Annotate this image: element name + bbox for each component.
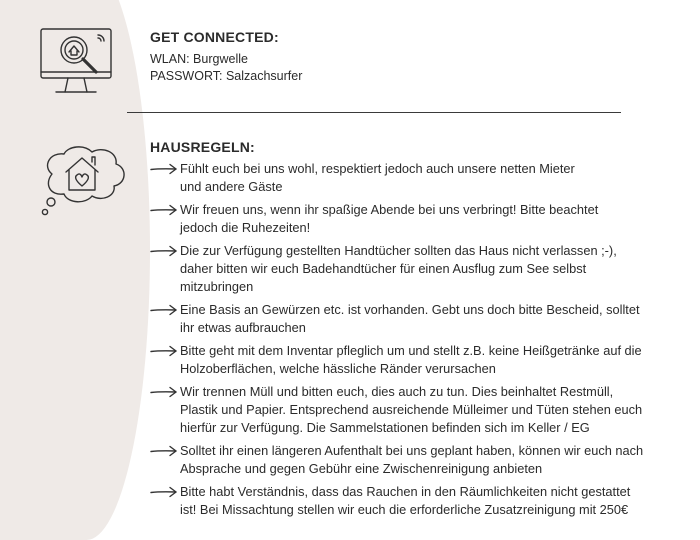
arrow-right-icon [150,203,178,221]
arrow-right-icon [150,385,178,403]
rule-text-line: Eine Basis an Gewürzen etc. ist vorhanden. Gebt uns doch bitte Bescheid, solltet [180,302,640,317]
rule-text-line: daher bitten wir euch Badehandtücher für einen Ausflug zum See selbst [180,261,587,276]
arrow-right-icon [150,444,178,462]
rules-title: HAUSREGELN: [150,139,255,155]
rule-item [150,201,695,237]
rule-text-line: Absprache und gegen Gebühr eine Zwischenreinigung anbieten [180,461,543,476]
rule-text-line: und andere Gäste [180,179,283,194]
rule-item [150,342,695,378]
wifi-network-line: WLAN: Burgwelle [150,52,248,66]
rule-text-line: Fühlt euch bei uns wohl, respektiert jedoch auch unsere netten Mieter [180,161,575,176]
rule-text-line: ist! Bei Missachtung stellen wir euch die erforderliche Zusatzreinigung mit 250€ [180,502,629,517]
monitor-magnifier-icon [38,26,118,104]
rule-item [150,160,695,196]
rule-text-line: Die zur Verfügung gestellten Handtücher sollten das Haus nicht verlassen ;-), [180,243,617,258]
wifi-title: GET CONNECTED: [150,29,279,45]
house-rules-list [150,160,695,524]
rule-text-line: hierfür zur Verfügung. Die Sammelstationen befinden sich im Keller / EG [180,420,590,435]
arrow-right-icon [150,485,178,503]
rule-text-line: Plastik und Papier. Entsprechend ausreichende Mülleimer und Tüten stehen euch [180,402,643,417]
rule-item [150,383,695,437]
wifi-details [150,51,302,85]
rule-text-line: jedoch die Ruhezeiten! [180,220,311,235]
arrow-right-icon [150,244,178,262]
rule-item [150,242,695,296]
rule-item [150,442,695,478]
thought-bubble-house-heart-icon [38,144,132,226]
wifi-password-line: PASSWORT: Salzachsurfer [150,69,303,83]
rule-text-line: mitzubringen [180,279,254,294]
arrow-right-icon [150,344,178,362]
rule-text-line: Bitte habt Verständnis, dass das Rauchen in den Räumlichkeiten nicht gestattet [180,484,631,499]
arrow-right-icon [150,303,178,321]
rule-item [150,301,695,337]
rule-item [150,483,695,519]
rule-text-line: Holzoberflächen, welche hässliche Ränder verursachen [180,361,496,376]
rule-text-line: Bitte geht mit dem Inventar pfleglich um und stellt z.B. keine Heißgetränke auf die [180,343,642,358]
rule-text-line: ihr etwas aufbrauchen [180,320,306,335]
rule-text-line: Wir freuen uns, wenn ihr spaßige Abende bei uns verbringt! Bitte beachtet [180,202,599,217]
rule-text-line: Wir trennen Müll und bitten euch, dies auch zu tun. Dies beinhaltet Restmüll, [180,384,614,399]
arrow-right-icon [150,162,178,180]
rule-text-line: Solltet ihr einen längeren Aufenthalt bei uns geplant haben, können wir euch nach [180,443,644,458]
section-divider [127,112,621,113]
